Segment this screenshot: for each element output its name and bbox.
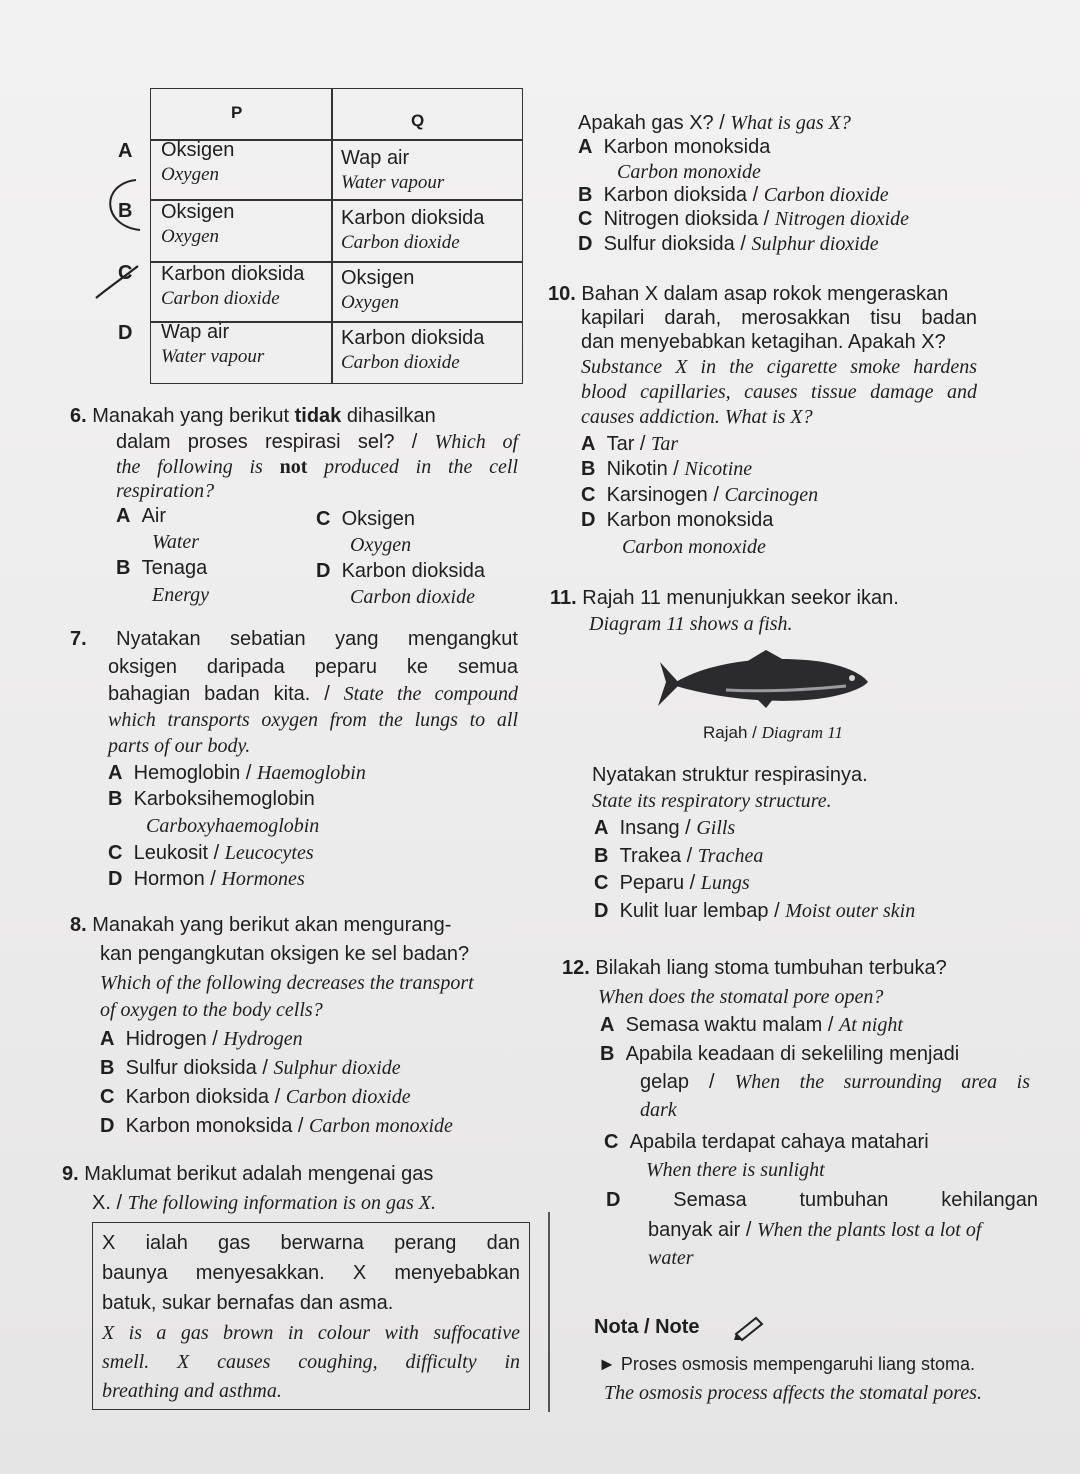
answer-table bbox=[150, 88, 523, 384]
table-row: Wap air Water vapour bbox=[341, 147, 445, 193]
q8-line3: Which of the following decreases the transport bbox=[100, 972, 474, 994]
q10-option-a[interactable]: A Tar / Tar bbox=[581, 433, 679, 455]
q12-option-c[interactable]: C Apabila terdapat cahaya matahari bbox=[604, 1131, 929, 1153]
q10-option-d[interactable]: D Karbon monoksida bbox=[581, 509, 774, 531]
q12-line2: When does the stomatal pore open? bbox=[598, 986, 884, 1008]
q8-line4: of oxygen to the body cells? bbox=[100, 999, 323, 1021]
q10-option-c[interactable]: C Karsinogen / Carcinogen bbox=[581, 484, 819, 506]
q7-line4: which transports oxygen from the lungs to all bbox=[108, 709, 518, 731]
q6-line1: 6. Manakah yang berikut tidak dihasilkan bbox=[70, 405, 436, 427]
q7-line2: oksigen daripada peparu ke semua bbox=[108, 656, 518, 678]
diagram-caption: Rajah / Diagram 11 bbox=[703, 723, 843, 742]
table-header-p: P bbox=[231, 103, 243, 122]
q11-line1: 11. Rajah 11 menunjukkan seekor ikan. bbox=[550, 587, 899, 609]
q6-line2: dalam proses respirasi sel? / Which of bbox=[116, 431, 518, 453]
q10-line5: blood capillaries, causes tissue damage and bbox=[581, 381, 977, 403]
table-row: Oksigen Oxygen bbox=[161, 139, 235, 185]
q11-option-a[interactable]: A Insang / Gills bbox=[594, 817, 736, 839]
table-row: Wap air Water vapour bbox=[161, 321, 265, 367]
q9-box-line1: X ialah gas berwarna perang dan bbox=[102, 1232, 520, 1254]
option-letter-d[interactable]: D bbox=[118, 322, 133, 344]
q10-line1: 10. Bahan X dalam asap rokok mengeraskan bbox=[548, 283, 949, 305]
q12-option-d-line2: banyak air / When the plants lost a lot of bbox=[648, 1219, 982, 1241]
table-row: Karbon dioksida Carbon dioxide bbox=[341, 327, 485, 373]
q9-box-line5: smell. X causes coughing, difficulty in bbox=[102, 1351, 520, 1373]
q8-option-b[interactable]: B Sulfur dioksida / Sulphur dioxide bbox=[100, 1057, 401, 1079]
q12-option-d[interactable]: D Semasa tumbuhan kehilangan bbox=[606, 1189, 1038, 1211]
q9-option-b[interactable]: B Karbon dioksida / Carbon dioxide bbox=[578, 184, 889, 206]
q6-line3: the following is not produced in the cell bbox=[116, 456, 519, 478]
q6-option-c-en: Oxygen bbox=[350, 534, 412, 556]
q6-option-b[interactable]: B Tenaga bbox=[116, 557, 208, 579]
q11-line2: Diagram 11 shows a fish. bbox=[589, 613, 793, 635]
q6-option-a[interactable]: A Air bbox=[116, 505, 167, 527]
table-row: Karbon dioksida Carbon dioxide bbox=[161, 263, 305, 309]
column-divider bbox=[548, 1212, 550, 1412]
q9-option-a[interactable]: A Karbon monoksida bbox=[578, 136, 771, 158]
q9-box-line3: batuk, sukar bernafas dan asma. bbox=[102, 1292, 394, 1314]
pencil-icon bbox=[732, 1312, 768, 1342]
note-line2: The osmosis process affects the stomatal pores. bbox=[604, 1382, 982, 1404]
q11-ask: Nyatakan struktur respirasinya. bbox=[592, 764, 868, 786]
q11-option-d[interactable]: D Kulit luar lembap / Moist outer skin bbox=[594, 900, 916, 922]
pen-mark-icon bbox=[80, 170, 170, 310]
q9-box-line2: baunya menyesakkan. X menyebabkan bbox=[102, 1262, 520, 1284]
q12-line1: 12. Bilakah liang stoma tumbuhan terbuka? bbox=[562, 957, 947, 979]
note-title: Nota / Note bbox=[594, 1316, 700, 1338]
q8-option-a[interactable]: A Hidrogen / Hydrogen bbox=[100, 1028, 303, 1050]
q7-line3: bahagian badan kita. / State the compound bbox=[108, 683, 519, 705]
q9-box-line4: X is a gas brown in colour with suffocative bbox=[102, 1322, 520, 1344]
q11-ask-en: State its respiratory structure. bbox=[592, 790, 832, 812]
table-header-q: Q bbox=[411, 111, 425, 130]
q8-option-c[interactable]: C Karbon dioksida / Carbon dioxide bbox=[100, 1086, 411, 1108]
q10-line3: dan menyebabkan ketagihan. Apakah X? bbox=[581, 331, 946, 353]
q7-option-a[interactable]: A Hemoglobin / Haemoglobin bbox=[108, 762, 366, 784]
option-letter-b[interactable]: B bbox=[118, 200, 133, 222]
q8-line2: kan pengangkutan oksigen ke sel badan? bbox=[100, 943, 470, 965]
note-line1: ► Proses osmosis mempengaruhi liang stoma. bbox=[598, 1354, 975, 1374]
q7-line5: parts of our body. bbox=[108, 735, 251, 757]
q10-option-b[interactable]: B Nikotin / Nicotine bbox=[581, 458, 753, 480]
q9-box-line6: breathing and asthma. bbox=[102, 1380, 282, 1402]
table-row: Oksigen Oxygen bbox=[341, 267, 415, 313]
q9-line2: X. / The following information is on gas X. bbox=[92, 1192, 436, 1214]
q6-option-a-en: Water bbox=[152, 531, 200, 553]
fish-icon bbox=[656, 646, 876, 712]
q9-option-c[interactable]: C Nitrogen dioksida / Nitrogen dioxide bbox=[578, 208, 910, 230]
q7-option-b-en: Carboxyhaemoglobin bbox=[146, 815, 320, 837]
q8-line1: 8. Manakah yang berikut akan mengurang- bbox=[70, 914, 452, 936]
table-row: Oksigen Oxygen bbox=[161, 201, 235, 247]
q6-option-c[interactable]: C Oksigen bbox=[316, 508, 415, 530]
q6-option-d-en: Carbon dioxide bbox=[350, 586, 475, 608]
q10-line6: causes addiction. What is X? bbox=[581, 406, 813, 428]
option-letter-a[interactable]: A bbox=[118, 140, 133, 162]
q12-option-b-line3: dark bbox=[640, 1099, 677, 1121]
option-letter-c[interactable]: C bbox=[118, 262, 133, 284]
q12-option-d-line3: water bbox=[648, 1247, 694, 1269]
q7-line1: 7. Nyatakan sebatian yang mengangkut bbox=[70, 628, 518, 650]
q7-option-d[interactable]: D Hormon / Hormones bbox=[108, 868, 305, 890]
q9-line1: 9. Maklumat berikut adalah mengenai gas bbox=[62, 1163, 434, 1185]
q6-line4: respiration? bbox=[116, 480, 215, 502]
q11-option-b[interactable]: B Trakea / Trachea bbox=[594, 845, 764, 867]
q10-line4: Substance X in the cigarette smoke hardens bbox=[581, 356, 977, 378]
q10-option-d-en: Carbon monoxide bbox=[622, 536, 766, 558]
q7-option-c[interactable]: C Leukosit / Leucocytes bbox=[108, 842, 314, 864]
q12-option-b-line2: gelap / When the surrounding area is bbox=[640, 1071, 1030, 1093]
q6-option-b-en: Energy bbox=[152, 584, 210, 606]
q11-option-c[interactable]: C Peparu / Lungs bbox=[594, 872, 750, 894]
q12-option-c-en: When there is sunlight bbox=[646, 1159, 825, 1181]
q6-option-d[interactable]: D Karbon dioksida bbox=[316, 560, 486, 582]
q12-option-b[interactable]: B Apabila keadaan di sekeliling menjadi bbox=[600, 1043, 960, 1065]
q8-option-d[interactable]: D Karbon monoksida / Carbon monoxide bbox=[100, 1115, 453, 1137]
q9-option-d[interactable]: D Sulfur dioksida / Sulphur dioxide bbox=[578, 233, 879, 255]
q7-option-b[interactable]: B Karboksihemoglobin bbox=[108, 788, 315, 810]
q12-option-a[interactable]: A Semasa waktu malam / At night bbox=[600, 1014, 903, 1036]
q9-option-a-en: Carbon monoxide bbox=[617, 161, 761, 183]
note-arrow-icon: ► bbox=[598, 1354, 616, 1374]
table-row: Karbon dioksida Carbon dioxide bbox=[341, 207, 485, 253]
q10-line2: kapilari darah, merosakkan tisu badan bbox=[581, 307, 977, 329]
q9-ask: Apakah gas X? / What is gas X? bbox=[578, 112, 851, 134]
